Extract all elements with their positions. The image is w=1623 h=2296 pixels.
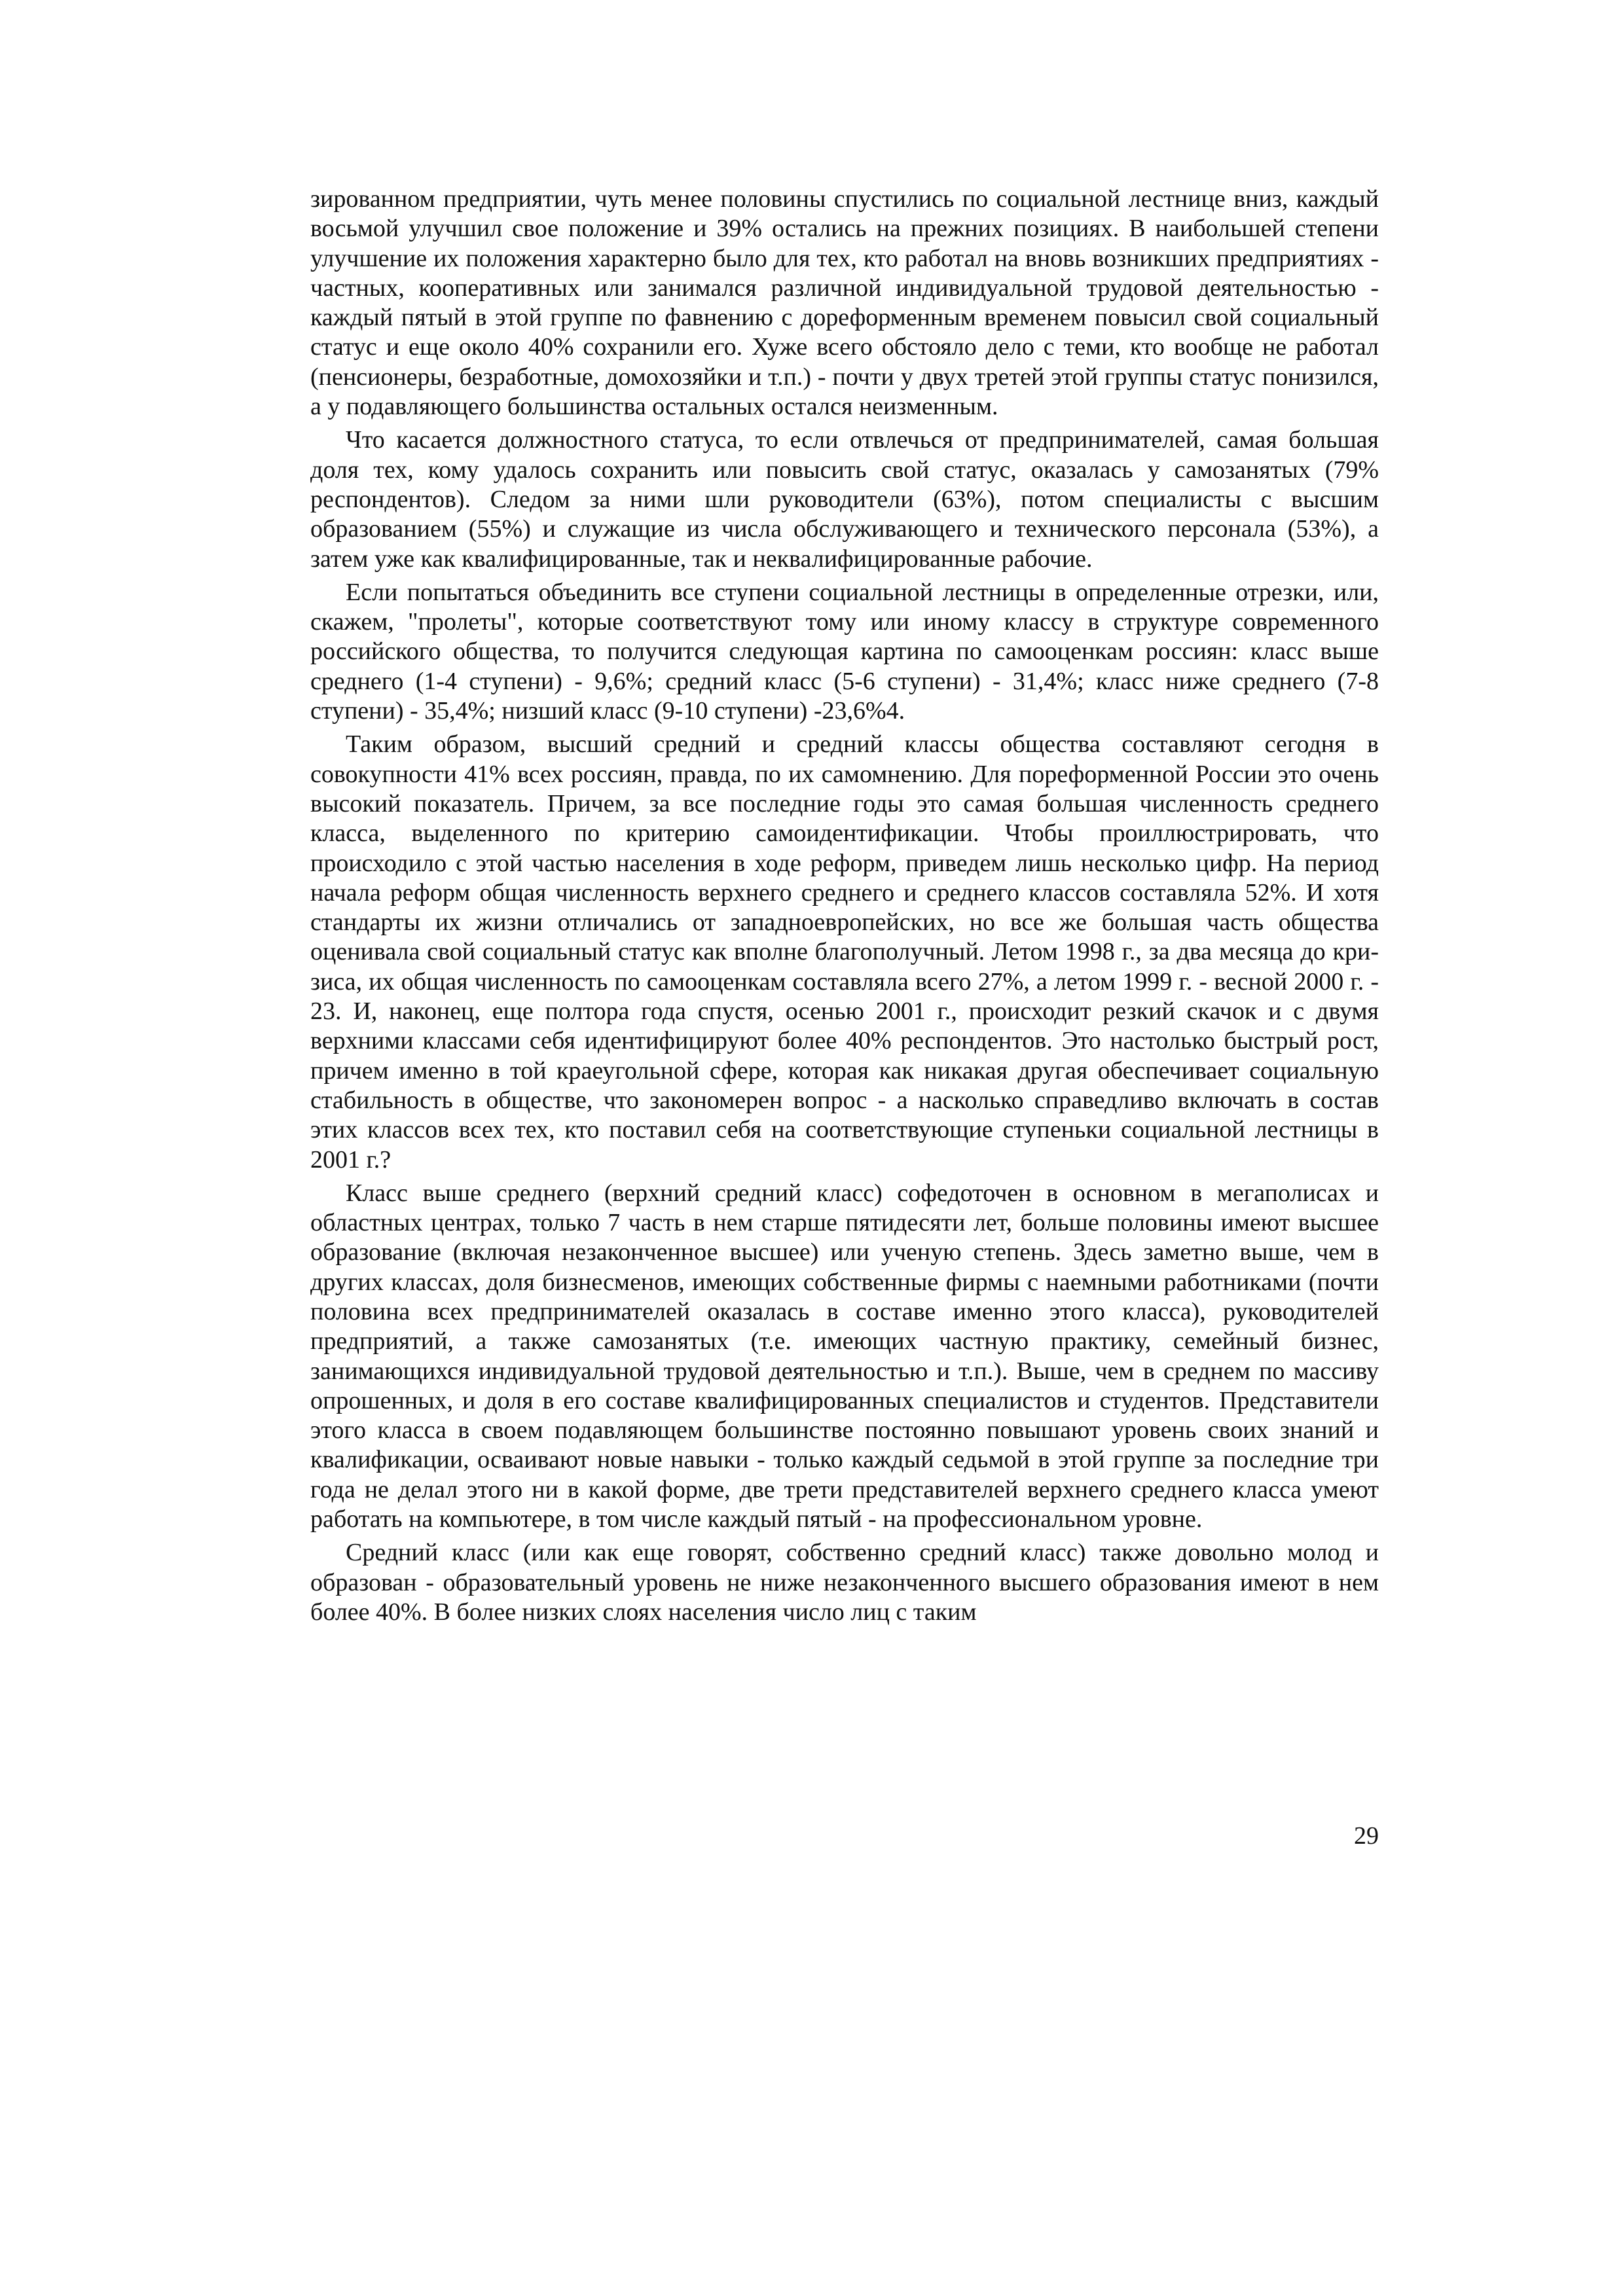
paragraph-middle-class: Средний класс (или как еще говорят, собственно средний класс) также довольно молод и образован - образовательный уровень не ниже незаконченного высшего образования имеют в нем более 40%. В более низких слоях населения число лиц с таким	[310, 1539, 1379, 1626]
paragraph-social-ladder: Если попытаться объединить все ступени социальной лестницы в определенные отрезки, или, скажем, "пролеты", которые соответствуют тому или иному классу в структуре современного российского общества, то получится следующая картина по самооценкам россиян: класс выше среднего (1-4 ступени) - 9,6%; средний класс (5-6 ступени) - 31,4%; класс ниже среднего (7-8 ступени) - 35,4%; низший класс (9-10 ступени) -23,6%4.	[310, 578, 1379, 725]
paragraph-job-status: Что касается должностного статуса, то если отвлечься от предпринимателей, самая большая доля тех, кому удалось сохранить или повысить свой статус, оказалась у самозанятых (79% респондентов). Следом за ними шли руководители (63%), потом специалисты с высшим образованием (55%) и служащие из числа обслуживающего и технического персонала (53%), а затем уже как квалифицированные, так и неквалифицированные рабочие.	[310, 426, 1379, 573]
paragraph-middle-class-size: Таким образом, высший средний и средний классы общества составляют сегодня в совокупности 41% всех россиян, правда, по их самомнению. Для пореформенной России это очень высокий показатель. Причем, за все последние годы это самая большая численность среднего класса, выделенного по критерию самоидентификации. Чтобы проиллюстрировать, что происходило с этой частью населения в ходе реформ, приведем лишь несколько цифр. На период начала реформ общая численность верхнего среднего и среднего классов составляла 52%. И хотя стандарты их жизни отличались от западноевропейских, но все же большая часть общества оценивала свой социальный статус как вполне благополучный. Летом 1998 г., за два месяца до кризиса, их общая численность по самооценкам составляла всего 27%, а летом 1999 г. - весной 2000 г. - 23. И, наконец, еще полтора года спустя, осенью 2001 г., происходит резкий скачок и с двумя верхними классами себя идентифицируют более 40% респондентов. Это настолько быстрый рост, причем именно в той краеугольной сфере, которая как никакая другая обеспечивает социальную стабильность в обществе, что закономерен вопрос - а насколько справедливо включать в состав этих классов всех тех, кто поставил себя на соответствующие ступеньки социальной лестницы в 2001 г.?	[310, 730, 1379, 1174]
page-number: 29	[1354, 1822, 1379, 1850]
body-text	[310, 185, 1379, 1631]
paragraph-upper-middle-class: Класс выше среднего (верхний средний класс) софедоточен в основном в мегаполисах и областных центрах, только 7 часть в нем старше пятидесяти лет, больше половины имеют высшее образование (включая незаконченное высшее) или ученую степень. Здесь заметно выше, чем в других классах, доля бизнесменов, имеющих собственные фирмы с наемными работниками (почти половина всех предпринимателей оказалась в составе именно этого класса), руководителей предприятий, а также самозанятых (т.е. имеющих частную практику, семейный бизнес, занимающихся индивидуальной трудовой деятельностью и т.п.). Выше, чем в среднем по массиву опрошенных, и доля в его составе квалифицированных специалистов и студентов. Представители этого класса в своем подавляющем большинстве постоянно повышают уровень своих знаний и квалификации, осваивают новые навыки - только каждый седьмой в этой группе за последние три года не делал этого ни в какой форме, две трети представителей верхнего среднего класса умеют работать на компьютере, в том числе каждый пятый - на профессиональном уровне.	[310, 1179, 1379, 1534]
paragraph-continuation: зированном предприятии, чуть менее половины спустились по социальной лестнице вниз, каждый восьмой улучшил свое положение и 39% остались на прежних позициях. В наибольшей степени улучшение их положения характерно было для тех, кто работал на вновь возникших предприятиях - частных, кооперативных или занимался различной индивидуальной трудовой деятельностью - каждый пятый в этой группе по фавнению с дореформенным временем повысил свой социальный статус и еще около 40% сохранили его. Хуже всего обстояло дело с теми, кто вообще не работал (пенсионеры, безработные, домохозяйки и т.п.) - почти у двух третей этой группы статус понизился, а у подавляющего большинства остальных остался неизменным.	[310, 185, 1379, 421]
